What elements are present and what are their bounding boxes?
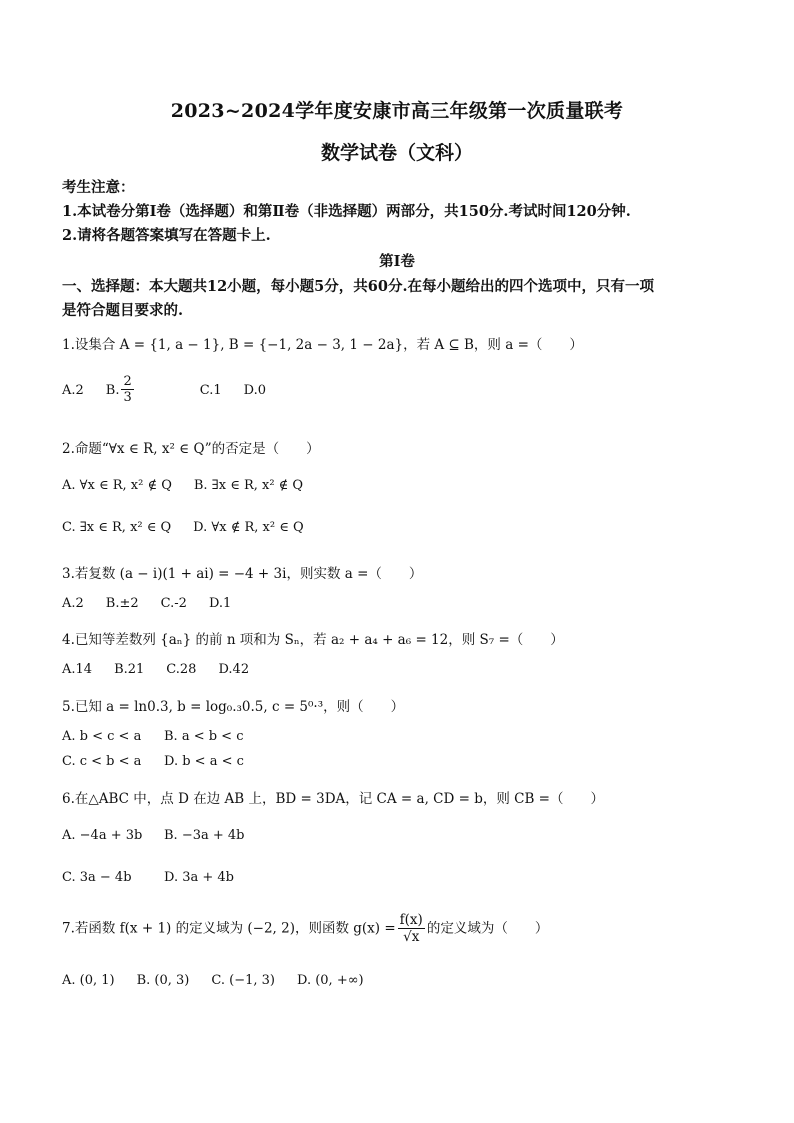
option-c: C. c < b < a: [62, 754, 142, 769]
option-c: C. 3a − 4b: [62, 870, 132, 885]
question-7-options: [62, 973, 386, 988]
option-b: B. $\frac{2}{3}$: [106, 374, 178, 406]
question-6-options-row-2: [62, 870, 256, 885]
option-b: B. (0, 3): [136, 973, 190, 988]
option-b: B.±2: [105, 596, 139, 611]
option-d: D.1: [208, 596, 232, 611]
option-b: B. ∃x ∈ R, x² ∉ Q: [193, 478, 304, 493]
option-a: A.14: [62, 662, 93, 677]
question-5-options-row-1: [62, 729, 266, 744]
notice-item-1: 1.本试卷分第Ⅰ卷（选择题）和第Ⅱ卷（非选择题）两部分，共150分.考试时间120分钟.: [62, 203, 631, 220]
question-1-options: [62, 374, 288, 406]
exam-title: 2023~2024学年度安康市高三年级第一次质量联考: [170, 100, 624, 122]
option-b: B. −3a + 4b: [164, 828, 245, 843]
question-3-stem: 3.若复数 (a − i)(1 + ai) = −4 + 3i，则实数 a =（ ）: [62, 566, 423, 582]
option-a: A.2: [62, 382, 84, 398]
option-d: D.0: [243, 382, 267, 398]
question-4-stem: 4.已知等差数列 {aₙ} 的前 n 项和为 Sₙ，若 a₂ + a₄ + a₆ = 12，则 S₇ =（ ）: [62, 632, 564, 648]
exam-subtitle: 数学试卷（文科）: [320, 142, 473, 164]
question-4-options: [62, 662, 271, 677]
option-d: D.42: [218, 662, 250, 677]
notice-item-2: 2.请将各题答案填写在答题卡上.: [62, 227, 271, 244]
option-a: A. b < c < a: [62, 729, 142, 744]
question-2-options-row-1: [62, 478, 325, 493]
question-5-stem: 5.已知 a = ln0.3, b = log₀.₃0.5, c = 5⁰·³，则（ ）: [62, 699, 405, 715]
option-a: A. (0, 1): [62, 973, 115, 988]
section-label: 第Ⅰ卷: [379, 253, 415, 270]
option-d: D. ∀x ∉ R, x² ∈ Q: [193, 520, 304, 535]
notice-heading: 考生注意：: [62, 179, 135, 196]
fraction-two-thirds: $\frac{2}{3}$: [123, 374, 132, 405]
section-instruction: 一、选择题：本大题共12小题，每小题5分，共60分.在每小题给出的四个选项中，只有一项: [62, 278, 654, 295]
option-a: A. ∀x ∈ R, x² ∉ Q: [62, 478, 172, 493]
option-c: C.-2: [160, 596, 187, 611]
question-1-stem: 1.设集合 A = {1, a − 1}, B = {−1, 2a − 3, 1 − 2a}，若 A ⊆ B，则 a =（ ）: [62, 337, 583, 353]
question-2-options-row-2: [62, 520, 326, 535]
option-d: D. (0, +∞): [296, 973, 364, 988]
section-instruction-cont: 是符合题目要求的.: [62, 302, 184, 319]
option-b: B. a < b < c: [164, 729, 244, 744]
option-a: A.2: [62, 596, 84, 611]
option-b: B.21: [114, 662, 145, 677]
question-6-stem: 6.在△ABC 中，点 D 在边 AB 上，BD = 3DA，记 CA = a, CD = b，则 CB =（ ）: [62, 791, 604, 807]
option-d: D. b < a < c: [164, 754, 244, 769]
option-c: C.1: [199, 382, 222, 398]
question-6-options-row-1: [62, 828, 266, 843]
question-2-stem: 2.命题“∀x ∈ R, x² ∈ Q”的否定是（ ）: [62, 441, 320, 457]
option-a: A. −4a + 3b: [62, 828, 143, 843]
option-c: C. ∃x ∈ R, x² ∈ Q: [62, 520, 172, 535]
question-5-options-row-2: [62, 754, 266, 769]
option-c: C.28: [166, 662, 197, 677]
fraction-f-over-root-x: $\frac{f(x)}{√x}$: [399, 912, 423, 945]
question-3-options: [62, 596, 253, 611]
question-7-stem: 7.若函数 f(x + 1) 的定义域为 (−2, 2)，则函数 g(x) = $\frac{f(x)}{√x}$ 的定义域为（ ）: [62, 912, 549, 945]
option-c: C. (−1, 3): [211, 973, 275, 988]
option-d: D. 3a + 4b: [164, 870, 234, 885]
